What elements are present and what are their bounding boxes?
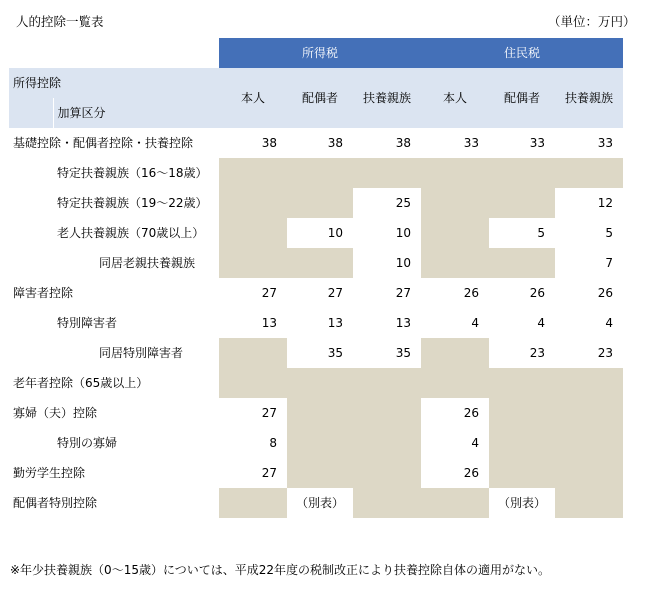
cell: 4: [537, 316, 545, 330]
row-label: 特別障害者: [57, 316, 118, 330]
cell: 5: [605, 226, 613, 240]
cell: 26: [463, 406, 479, 420]
cell: 8: [269, 436, 277, 450]
cell: 26: [463, 286, 479, 300]
header-row-label-2: 加算区分: [53, 98, 219, 128]
row-label: 同居特別障害者: [99, 346, 184, 360]
col-header-2: 配偶者: [287, 68, 353, 128]
cell: 38: [261, 136, 277, 150]
cell: 33: [597, 136, 613, 150]
row-label: 同居老親扶養親族: [99, 256, 196, 270]
cell: 26: [463, 466, 479, 480]
cell: 4: [605, 316, 613, 330]
cell: 5: [537, 226, 545, 240]
deduction-table: [9, 38, 623, 518]
cell: 27: [261, 466, 277, 480]
col-header-4: 本人: [421, 68, 489, 128]
header-row-label-1: 所得控除: [9, 68, 219, 98]
cell: 26: [597, 286, 613, 300]
cell: 25: [395, 196, 411, 210]
header-income-tax: 所得税: [219, 38, 421, 68]
row-label: 特別の寡婦: [57, 436, 118, 450]
page-title: 人的控除一覧表: [16, 14, 104, 29]
cell: 7: [605, 256, 613, 270]
cell: 33: [529, 136, 545, 150]
row-label: 基礎控除・配偶者控除・扶養控除: [13, 136, 194, 150]
row-label: 障害者控除: [13, 286, 74, 300]
cell: 13: [261, 316, 277, 330]
row-label: 勤労学生控除: [13, 466, 86, 480]
cell: 10: [395, 256, 411, 270]
unit-label: （単位：万円）: [548, 14, 636, 29]
cell: 33: [463, 136, 479, 150]
col-header-5: 配偶者: [489, 68, 555, 128]
cell: 27: [395, 286, 411, 300]
cell: 35: [395, 346, 411, 360]
row-label: 寡婦（夫）控除: [13, 406, 98, 420]
cell: 13: [327, 316, 343, 330]
cell: 10: [395, 226, 411, 240]
cell: 38: [327, 136, 343, 150]
cell: 27: [261, 286, 277, 300]
col-header-3: 扶養親族: [353, 68, 421, 128]
cell: 35: [327, 346, 343, 360]
cell: （別表）: [295, 496, 344, 510]
cell: 13: [395, 316, 411, 330]
cell: 4: [471, 316, 479, 330]
row-label: 特定扶養親族（16～18歳）: [57, 166, 208, 180]
cell: 4: [471, 436, 479, 450]
cell: 38: [395, 136, 411, 150]
row-label: 特定扶養親族（19～22歳）: [57, 196, 208, 210]
col-header-1: 本人: [219, 68, 287, 128]
cell: 26: [529, 286, 545, 300]
row-label: 配偶者特別控除: [13, 496, 98, 510]
row-label: 老年者控除（65歳以上）: [13, 376, 149, 390]
row-label: 老人扶養親族（70歳以上）: [57, 226, 205, 240]
header-resident-tax: 住民税: [421, 38, 623, 68]
cell: 27: [261, 406, 277, 420]
col-header-6: 扶養親族: [555, 68, 623, 128]
cell: 10: [327, 226, 343, 240]
cell: 12: [597, 196, 613, 210]
cell: 27: [327, 286, 343, 300]
cell: 23: [529, 346, 545, 360]
footnote: ※年少扶養親族（0～15歳）については、平成22年度の税制改正により扶養控除自体の適用がない。: [10, 563, 550, 577]
cell: 23: [597, 346, 613, 360]
cell: （別表）: [497, 496, 546, 510]
